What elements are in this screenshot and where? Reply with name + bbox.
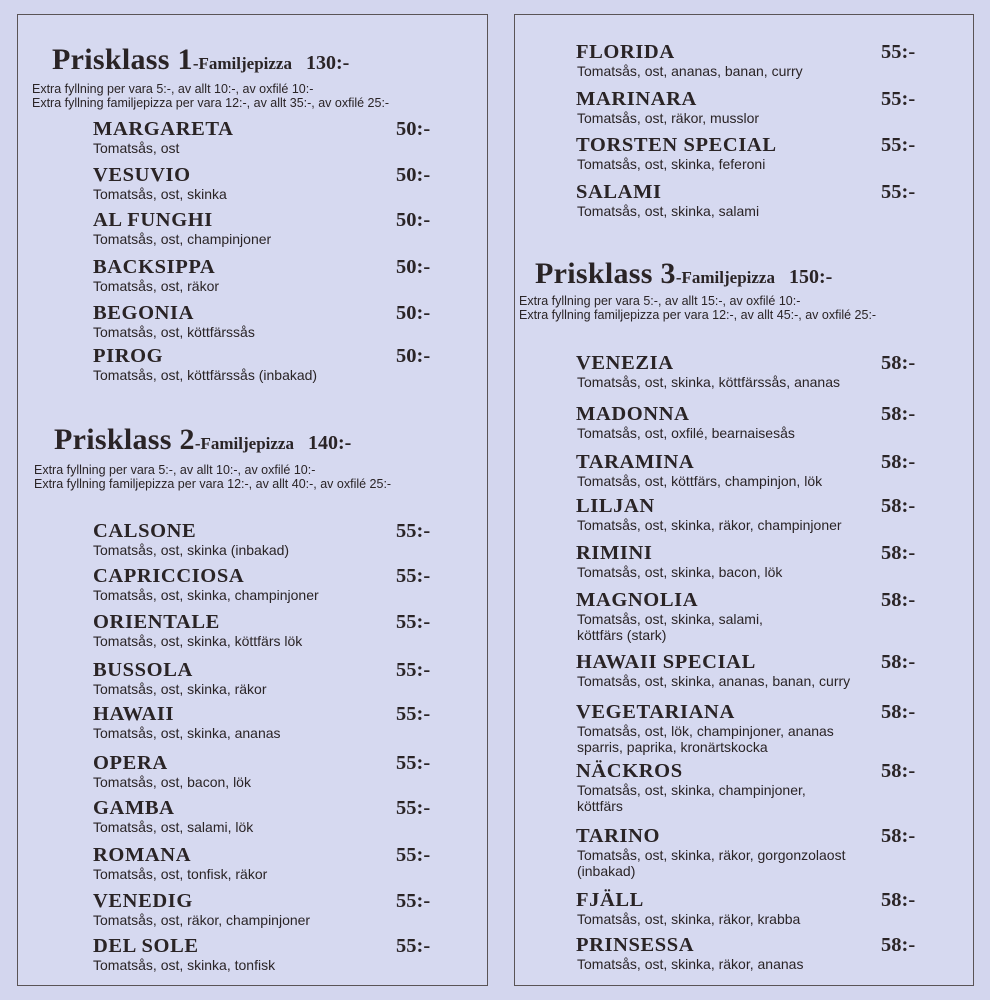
pizza-ingredients: Tomatsås, ost, skinka, köttfärssås, ananas: [577, 374, 841, 390]
pizza-ingredients: Tomatsås, ost, skinka, salami,: [577, 611, 763, 627]
pizza-name: NÄCKROS: [576, 760, 683, 782]
pizza-ingredients: Tomatsås, ost, skinka, champinjoner,: [577, 782, 806, 798]
pizza-price: 55:-: [881, 88, 916, 110]
pizza-ingredients: Tomatsås, ost, skinka, salami: [577, 203, 760, 219]
pizza-ingredients: Tomatsås, ost, ananas, banan, curry: [577, 63, 803, 79]
pizza-name: BEGONIA: [93, 302, 195, 324]
prisklass-1-title: Prisklass 1: [52, 43, 193, 76]
pizza-price: 55:-: [396, 703, 431, 725]
pizza-name: BACKSIPPA: [93, 256, 216, 278]
pizza-ingredients-cont: köttfärs: [577, 798, 623, 814]
pizza-name: VEGETARIANA: [576, 701, 735, 723]
pizza-name: ROMANA: [93, 844, 192, 866]
pizza-ingredients: Tomatsås, ost, oxfilé, bearnaisesås: [577, 425, 795, 441]
pizza-ingredients: Tomatsås, ost, skinka, ananas, banan, curry: [577, 673, 851, 689]
pizza-price: 55:-: [396, 752, 431, 774]
pizza-ingredients: Tomatsås, ost, köttfärs, champinjon, lök: [577, 473, 823, 489]
pizza-ingredients: Tomatsås, ost, skinka, räkor: [93, 681, 267, 697]
pizza-ingredients: Tomatsås, ost, räkor, musslor: [577, 110, 760, 126]
prisklass-1-heading: [52, 43, 349, 77]
pizza-name: LILJAN: [576, 495, 655, 517]
pizza-ingredients: Tomatsås, ost, skinka, ananas: [93, 725, 281, 741]
pizza-name: PIROG: [93, 345, 164, 367]
prisklass-1-extra-1: Extra fyllning per vara 5:-, av allt 10:-, av oxfilé 10:-: [32, 82, 314, 96]
prisklass-2-title: Prisklass 2: [54, 423, 195, 456]
pizza-price: 55:-: [396, 797, 431, 819]
pizza-price: 50:-: [396, 345, 431, 367]
prisklass-1-family-price: 130:-: [305, 52, 350, 74]
pizza-name: TARAMINA: [576, 451, 695, 473]
pizza-ingredients: Tomatsås, ost, köttfärssås (inbakad): [93, 367, 318, 383]
pizza-ingredients: Tomatsås, ost, skinka, tonfisk: [93, 957, 276, 973]
pizza-price: 58:-: [881, 589, 916, 611]
pizza-ingredients: Tomatsås, ost, bacon, lök: [93, 774, 251, 790]
pizza-ingredients-cont: köttfärs (stark): [577, 627, 667, 643]
pizza-price: 55:-: [396, 659, 431, 681]
pizza-ingredients: Tomatsås, ost, salami, lök: [93, 819, 254, 835]
pizza-price: 55:-: [396, 565, 431, 587]
pizza-name: CALSONE: [93, 520, 197, 542]
pizza-name: FLORIDA: [576, 41, 675, 63]
pizza-price: 55:-: [396, 520, 431, 542]
pizza-price: 58:-: [881, 889, 916, 911]
pizza-ingredients: Tomatsås, ost, skinka, räkor, champinjoner: [577, 517, 842, 533]
pizza-price: 50:-: [396, 164, 431, 186]
pizza-name: TARINO: [576, 825, 661, 847]
pizza-price: 58:-: [881, 495, 916, 517]
prisklass-2-subtitle: -Familjepizza: [194, 434, 294, 453]
pizza-name: CAPRICCIOSA: [93, 565, 245, 587]
prisklass-3-title: Prisklass 3: [535, 257, 676, 290]
pizza-name: TORSTEN SPECIAL: [576, 134, 777, 156]
pizza-ingredients: Tomatsås, ost, skinka (inbakad): [93, 542, 290, 558]
pizza-ingredients: Tomatsås, ost, tonfisk, räkor: [93, 866, 268, 882]
pizza-price: 55:-: [396, 611, 431, 633]
pizza-ingredients: Tomatsås, ost, skinka, champinjoner: [93, 587, 319, 603]
pizza-name: VENEZIA: [576, 352, 674, 374]
prisklass-1-subtitle: -Familjepizza: [192, 54, 292, 73]
pizza-price: 55:-: [396, 935, 431, 957]
pizza-name: HAWAII SPECIAL: [576, 651, 756, 673]
left-menu-panel: [17, 14, 488, 986]
pizza-name: FJÄLL: [576, 889, 644, 911]
pizza-ingredients: Tomatsås, ost, skinka, räkor, krabba: [577, 911, 801, 927]
prisklass-1-extra-2: Extra fyllning familjepizza per vara 12:-, av allt 35:-, av oxfilé 25:-: [32, 96, 390, 110]
pizza-price: 58:-: [881, 542, 916, 564]
pizza-name: VENEDIG: [93, 890, 193, 912]
pizza-ingredients: Tomatsås, ost, skinka, feferoni: [577, 156, 766, 172]
pizza-price: 55:-: [396, 844, 431, 866]
pizza-ingredients: Tomatsås, ost, champinjoner: [93, 231, 272, 247]
pizza-price: 50:-: [396, 302, 431, 324]
pizza-name: RIMINI: [576, 542, 653, 564]
pizza-name: MADONNA: [576, 403, 690, 425]
pizza-name: MARGARETA: [93, 118, 234, 140]
prisklass-3-extra-1: Extra fyllning per vara 5:-, av allt 15:-, av oxfilé 10:-: [519, 294, 801, 308]
pizza-ingredients-cont: sparris, paprika, kronärtskocka: [577, 739, 768, 755]
pizza-name: GAMBA: [93, 797, 175, 819]
pizza-name: MARINARA: [576, 88, 697, 110]
pizza-price: 55:-: [881, 181, 916, 203]
pizza-ingredients: Tomatsås, ost, lök, champinjoner, ananas: [577, 723, 834, 739]
pizza-ingredients: Tomatsås, ost, skinka, räkor, gorgonzolaost: [577, 847, 846, 863]
pizza-ingredients: Tomatsås, ost, skinka, räkor, ananas: [577, 956, 804, 972]
pizza-name: BUSSOLA: [93, 659, 193, 681]
pizza-price: 50:-: [396, 256, 431, 278]
pizza-price: 58:-: [881, 352, 916, 374]
prisklass-3-family-price: 150:-: [788, 266, 833, 288]
pizza-price: 58:-: [881, 825, 916, 847]
pizza-name: HAWAII: [93, 703, 175, 725]
pizza-price: 55:-: [881, 134, 916, 156]
pizza-name: PRINSESSA: [576, 934, 695, 956]
pizza-name: DEL SOLE: [93, 935, 199, 957]
pizza-price: 58:-: [881, 451, 916, 473]
prisklass-3-extra-2: Extra fyllning familjepizza per vara 12:-, av allt 45:-, av oxfilé 25:-: [519, 308, 877, 322]
pizza-name: AL FUNGHI: [93, 209, 213, 231]
pizza-price: 55:-: [881, 41, 916, 63]
prisklass-3-heading: [535, 257, 832, 291]
pizza-price: 58:-: [881, 760, 916, 782]
pizza-ingredients: Tomatsås, ost, köttfärssås: [93, 324, 255, 340]
prisklass-3-subtitle: -Familjepizza: [675, 268, 775, 287]
pizza-ingredients: Tomatsås, ost, skinka, köttfärs lök: [93, 633, 303, 649]
pizza-price: 58:-: [881, 701, 916, 723]
pizza-name: SALAMI: [576, 181, 662, 203]
pizza-ingredients-cont: (inbakad): [577, 863, 636, 879]
pizza-name: MAGNOLIA: [576, 589, 699, 611]
pizza-price: 50:-: [396, 118, 431, 140]
prisklass-2-extra-1: Extra fyllning per vara 5:-, av allt 10:-, av oxfilé 10:-: [34, 463, 316, 477]
pizza-ingredients: Tomatsås, ost, skinka: [93, 186, 227, 202]
pizza-price: 55:-: [396, 890, 431, 912]
pizza-ingredients: Tomatsås, ost, räkor, champinjoner: [93, 912, 311, 928]
pizza-name: OPERA: [93, 752, 168, 774]
prisklass-2-extra-2: Extra fyllning familjepizza per vara 12:-, av allt 40:-, av oxfilé 25:-: [34, 477, 392, 491]
pizza-ingredients: Tomatsås, ost, skinka, bacon, lök: [577, 564, 783, 580]
prisklass-2-heading: [54, 423, 351, 457]
prisklass-2-family-price: 140:-: [307, 432, 352, 454]
pizza-price: 58:-: [881, 651, 916, 673]
pizza-price: 58:-: [881, 403, 916, 425]
pizza-ingredients: Tomatsås, ost, räkor: [93, 278, 220, 294]
pizza-name: VESUVIO: [93, 164, 191, 186]
pizza-ingredients: Tomatsås, ost: [93, 140, 180, 156]
pizza-price: 58:-: [881, 934, 916, 956]
pizza-name: ORIENTALE: [93, 611, 220, 633]
pizza-price: 50:-: [396, 209, 431, 231]
